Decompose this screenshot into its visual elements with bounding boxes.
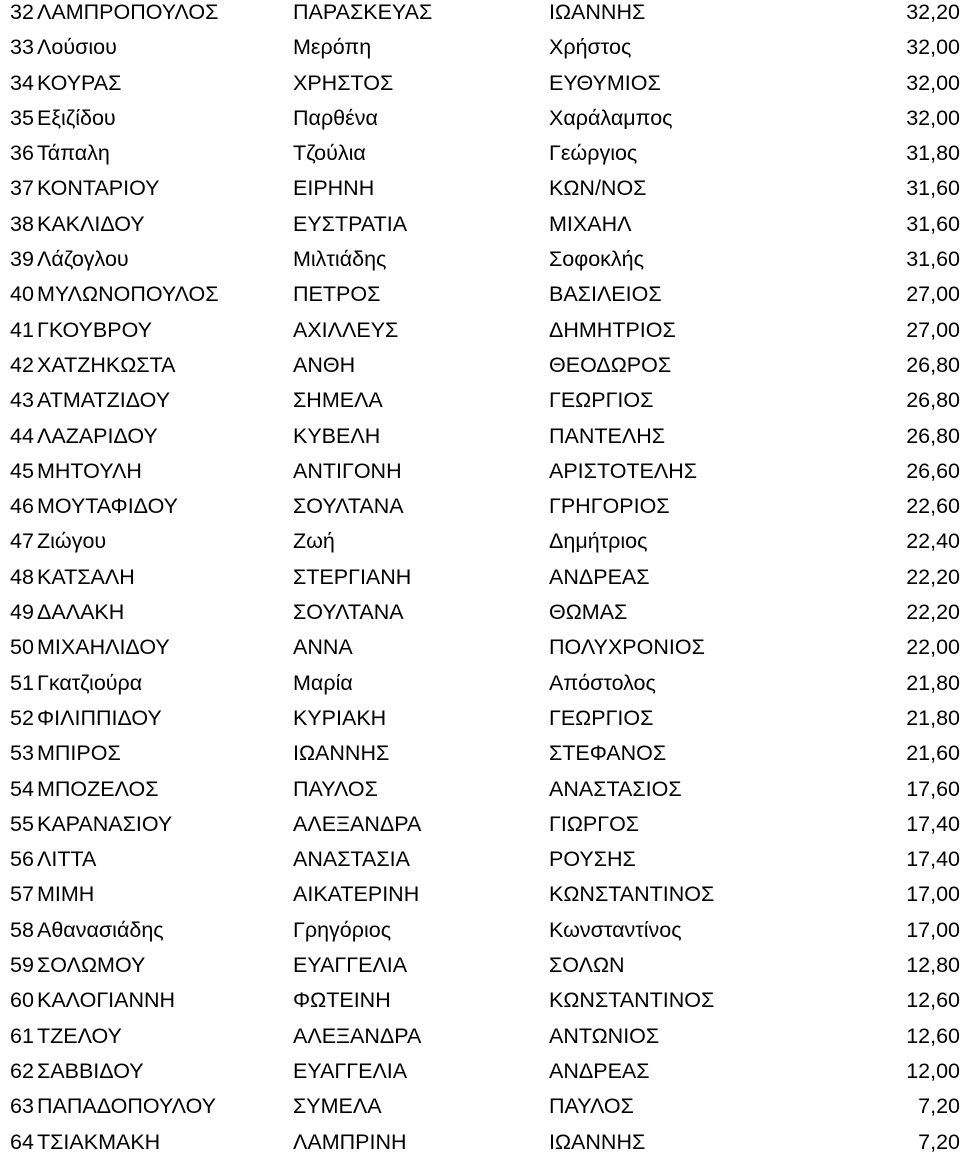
father-name-cell: Δημήτριος [549,529,648,554]
row-number: 62 [10,1058,34,1083]
father-name-cell: ΕΥΘΥΜΙΟΣ [549,70,661,95]
table-row [10,600,960,635]
row-number: 63 [10,1094,34,1119]
surname-cell: ΛΑΖΑΡΙΔΟΥ [37,423,158,448]
first-name-cell: ΚΥΒΕΛΗ [293,423,381,448]
row-number: 45 [10,458,34,483]
first-name-cell: Μερόπη [293,35,372,60]
table-row [10,212,960,247]
father-name-cell: ΑΡΙΣΤΟΤΕΛΗΣ [549,458,698,483]
surname-cell: ΦΙΛΙΠΠΙΔΟΥ [37,705,162,730]
score-cell: 26,60 [906,458,960,483]
table-row [10,353,960,388]
surname-cell: ΜΥΛΩΝΟΠΟΥΛΟΣ [37,282,219,307]
row-number: 38 [10,211,34,236]
first-name-cell: ΑΛΕΞΑΝΔΡΑ [293,811,422,836]
score-cell: 27,00 [906,282,960,307]
surname-cell: ΚΑΡΑΝΑΣΙΟΥ [37,811,173,836]
table-row [10,706,960,741]
father-name-cell: ΓΕΩΡΓΙΟΣ [549,388,654,413]
first-name-cell: ΑΙΚΑΤΕΡΙΝΗ [293,882,420,907]
score-cell: 27,00 [906,317,960,342]
father-name-cell: Σοφοκλής [549,247,644,272]
score-cell: 17,40 [906,811,960,836]
surname-cell: ΔΑΛΑΚΗ [37,600,125,625]
table-row [10,318,960,353]
first-name-cell: ΠΑΥΛΟΣ [293,776,378,801]
first-name-cell: ΧΡΗΣΤΟΣ [293,70,394,95]
score-cell: 7,20 [918,1129,960,1154]
table-row [10,247,960,282]
first-name-cell: Γρηγόριος [293,917,392,942]
surname-cell: ΜΟΥΤΑΦΙΔΟΥ [37,494,178,519]
score-cell: 31,60 [906,176,960,201]
surname-cell: ΧΑΤΖΗΚΩΣΤΑ [37,352,176,377]
table-row [10,106,960,141]
score-cell: 7,20 [918,1094,960,1119]
surname-cell: Τάπαλη [37,141,110,166]
father-name-cell: Χρήστος [549,35,632,60]
row-number: 40 [10,282,34,307]
first-name-cell: ΣΟΥΛΤΑΝΑ [293,600,404,625]
score-cell: 17,00 [906,882,960,907]
score-cell: 31,60 [906,211,960,236]
table-row [10,847,960,882]
row-number: 32 [10,0,34,24]
surname-cell: ΜΗΤΟΥΛΗ [37,458,142,483]
row-number: 49 [10,600,34,625]
first-name-cell: ΣΟΥΛΤΑΝΑ [293,494,404,519]
score-cell: 26,80 [906,352,960,377]
surname-cell: Γκατζιούρα [37,670,143,695]
surname-cell: ΜΠΟΖΕΛΟΣ [37,776,159,801]
father-name-cell: Χαράλαμπος [549,105,673,130]
score-cell: 32,20 [906,0,960,24]
surname-cell: Λούσιου [37,35,117,60]
table-row [10,988,960,1023]
surname-cell: ΓΚΟΥΒΡΟΥ [37,317,152,342]
table-row [10,1130,960,1165]
father-name-cell: ΚΩΝΣΤΑΝΤΙΝΟΣ [549,882,715,907]
surname-cell: ΜΠΙΡΟΣ [37,741,121,766]
father-name-cell: ΓΡΗΓΟΡΙΟΣ [549,494,670,519]
surname-cell: ΣΟΛΩΜΟΥ [37,953,146,978]
table-row [10,529,960,564]
first-name-cell: ΠΕΤΡΟΣ [293,282,381,307]
father-name-cell: ΣΤΕΦΑΝΟΣ [549,741,667,766]
surname-cell: ΚΟΥΡΑΣ [37,70,122,95]
first-name-cell: ΚΥΡΙΑΚΗ [293,705,387,730]
score-cell: 32,00 [906,35,960,60]
first-name-cell: Μαρία [293,670,353,695]
row-number: 61 [10,1023,34,1048]
table-row [10,953,960,988]
row-number: 39 [10,247,34,272]
first-name-cell: Παρθένα [293,105,378,130]
table-row [10,71,960,106]
first-name-cell: ΑΝΝΑ [293,635,353,660]
father-name-cell: ΜΙΧΑΗΛ [549,211,632,236]
row-number: 34 [10,70,34,95]
first-name-cell: ΑΛΕΞΑΝΔΡΑ [293,1023,422,1048]
row-number: 48 [10,564,34,589]
surname-cell: ΛΙΤΤΑ [37,847,97,872]
row-number: 36 [10,141,34,166]
table-row [10,141,960,176]
father-name-cell: ΙΩΑΝΝΗΣ [549,0,646,24]
score-cell: 17,00 [906,917,960,942]
row-number: 43 [10,388,34,413]
father-name-cell: ΑΝΔΡΕΑΣ [549,1058,650,1083]
father-name-cell: ΘΩΜΑΣ [549,600,628,625]
score-cell: 22,40 [906,529,960,554]
table-row [10,424,960,459]
table-row [10,1024,960,1059]
father-name-cell: ΓΙΩΡΓΟΣ [549,811,640,836]
table-row [10,459,960,494]
father-name-cell: ΑΝΔΡΕΑΣ [549,564,650,589]
first-name-cell: ΕΙΡΗΝΗ [293,176,375,201]
first-name-cell: ΠΑΡΑΣΚΕΥΑΣ [293,0,433,24]
father-name-cell: ΘΕΟΔΩΡΟΣ [549,352,672,377]
father-name-cell: ΚΩΝ/ΝΟΣ [549,176,647,201]
row-number: 57 [10,882,34,907]
row-number: 50 [10,635,34,660]
surname-cell: Εξιζίδου [37,105,116,130]
first-name-cell: ΣΗΜΕΛΑ [293,388,383,413]
surname-cell: ΜΙΜΗ [37,882,95,907]
first-name-cell: ΙΩΑΝΝΗΣ [293,741,390,766]
score-cell: 31,80 [906,141,960,166]
row-number: 59 [10,953,34,978]
table-row [10,635,960,670]
table-row [10,282,960,317]
row-number: 47 [10,529,34,554]
father-name-cell: ΠΑΝΤΕΛΗΣ [549,423,666,448]
table-row [10,812,960,847]
row-number: 53 [10,741,34,766]
father-name-cell: ΔΗΜΗΤΡΙΟΣ [549,317,676,342]
score-cell: 32,00 [906,70,960,95]
table-row [10,918,960,953]
surname-cell: ΠΑΠΑΔΟΠΟΥΛΟΥ [37,1094,216,1119]
row-number: 64 [10,1129,34,1154]
first-name-cell: Ζωή [293,529,335,554]
table-row [10,35,960,70]
row-number: 52 [10,705,34,730]
row-number: 54 [10,776,34,801]
first-name-cell: ΑΝΤΙΓΟΝΗ [293,458,402,483]
surname-cell: ΚΑΛΟΓΙΑΝΝΗ [37,988,176,1013]
first-name-cell: ΛΑΜΠΡΙΝΗ [293,1129,407,1154]
score-cell: 17,60 [906,776,960,801]
first-name-cell: ΣΥΜΕΛΑ [293,1094,382,1119]
score-cell: 22,20 [906,600,960,625]
score-cell: 12,00 [906,1058,960,1083]
surname-cell: Ζιώγου [37,529,107,554]
surname-cell: ΚΑΤΣΑΛΗ [37,564,135,589]
father-name-cell: ΑΝΤΩΝΙΟΣ [549,1023,660,1048]
surname-cell: ΜΙΧΑΗΛΙΔΟΥ [37,635,170,660]
score-cell: 26,80 [906,388,960,413]
first-name-cell: ΑΝΘΗ [293,352,356,377]
score-cell: 21,60 [906,741,960,766]
score-cell: 22,00 [906,635,960,660]
score-cell: 22,20 [906,564,960,589]
surname-cell: Αθανασιάδης [37,917,164,942]
score-cell: 26,80 [906,423,960,448]
first-name-cell: ΣΤΕΡΓΙΑΝΗ [293,564,412,589]
surname-cell: ΚΟΝΤΑΡΙΟΥ [37,176,160,201]
first-name-cell: ΑΧΙΛΛΕΥΣ [293,317,399,342]
father-name-cell: ΣΟΛΩΝ [549,953,625,978]
father-name-cell: ΠΟΛΥΧΡΟΝΙΟΣ [549,635,705,660]
score-cell: 31,60 [906,247,960,272]
score-cell: 22,60 [906,494,960,519]
table-row [10,882,960,917]
table-row [10,741,960,776]
surname-cell: Λάζογλου [37,247,129,272]
surname-cell: ΚΑΚΛΙΔΟΥ [37,211,145,236]
father-name-cell: ΚΩΝΣΤΑΝΤΙΝΟΣ [549,988,715,1013]
father-name-cell: ΙΩΑΝΝΗΣ [549,1129,646,1154]
score-cell: 12,60 [906,1023,960,1048]
first-name-cell: ΦΩΤΕΙΝΗ [293,988,391,1013]
row-number: 37 [10,176,34,201]
surname-cell: ΤΖΕΛΟΥ [37,1023,122,1048]
first-name-cell: ΑΝΑΣΤΑΣΙΑ [293,847,410,872]
surname-cell: ΤΣΙΑΚΜΑΚΗ [37,1129,161,1154]
row-number: 60 [10,988,34,1013]
table-row [10,777,960,812]
father-name-cell: ΡΟΥΣΗΣ [549,847,636,872]
row-number: 42 [10,352,34,377]
first-name-cell: ΕΥΑΓΓΕΛΙΑ [293,953,408,978]
table-row [10,388,960,423]
first-name-cell: Μιλτιάδης [293,247,387,272]
row-number: 44 [10,423,34,448]
table-row [10,565,960,600]
row-number: 56 [10,847,34,872]
father-name-cell: Απόστολος [549,670,656,695]
row-number: 41 [10,317,34,342]
score-cell: 12,60 [906,988,960,1013]
score-cell: 32,00 [906,105,960,130]
score-cell: 12,80 [906,953,960,978]
row-number: 55 [10,811,34,836]
surname-cell: ΣΑΒΒΙΔΟΥ [37,1058,144,1083]
father-name-cell: ΑΝΑΣΤΑΣΙΟΣ [549,776,682,801]
father-name-cell: ΓΕΩΡΓΙΟΣ [549,705,654,730]
first-name-cell: ΕΥΑΓΓΕΛΙΑ [293,1058,408,1083]
score-cell: 21,80 [906,670,960,695]
surname-cell: ΛΑΜΠΡΟΠΟΥΛΟΣ [37,0,219,24]
father-name-cell: ΒΑΣΙΛΕΙΟΣ [549,282,662,307]
surname-cell: ΑΤΜΑΤΖΙΔΟΥ [37,388,171,413]
score-cell: 17,40 [906,847,960,872]
table-row [10,494,960,529]
father-name-cell: Κωνσταντίνος [549,917,682,942]
row-number: 33 [10,35,34,60]
table-row [10,1094,960,1129]
table-row [10,0,960,35]
first-name-cell: ΕΥΣΤΡΑΤΙΑ [293,211,408,236]
row-number: 58 [10,917,34,942]
results-table [10,0,960,1165]
table-row [10,671,960,706]
first-name-cell: Τζούλια [293,141,366,166]
table-row [10,1059,960,1094]
row-number: 51 [10,670,34,695]
row-number: 35 [10,105,34,130]
row-number: 46 [10,494,34,519]
table-row [10,176,960,211]
father-name-cell: ΠΑΥΛΟΣ [549,1094,634,1119]
father-name-cell: Γεώργιος [549,141,638,166]
score-cell: 21,80 [906,705,960,730]
